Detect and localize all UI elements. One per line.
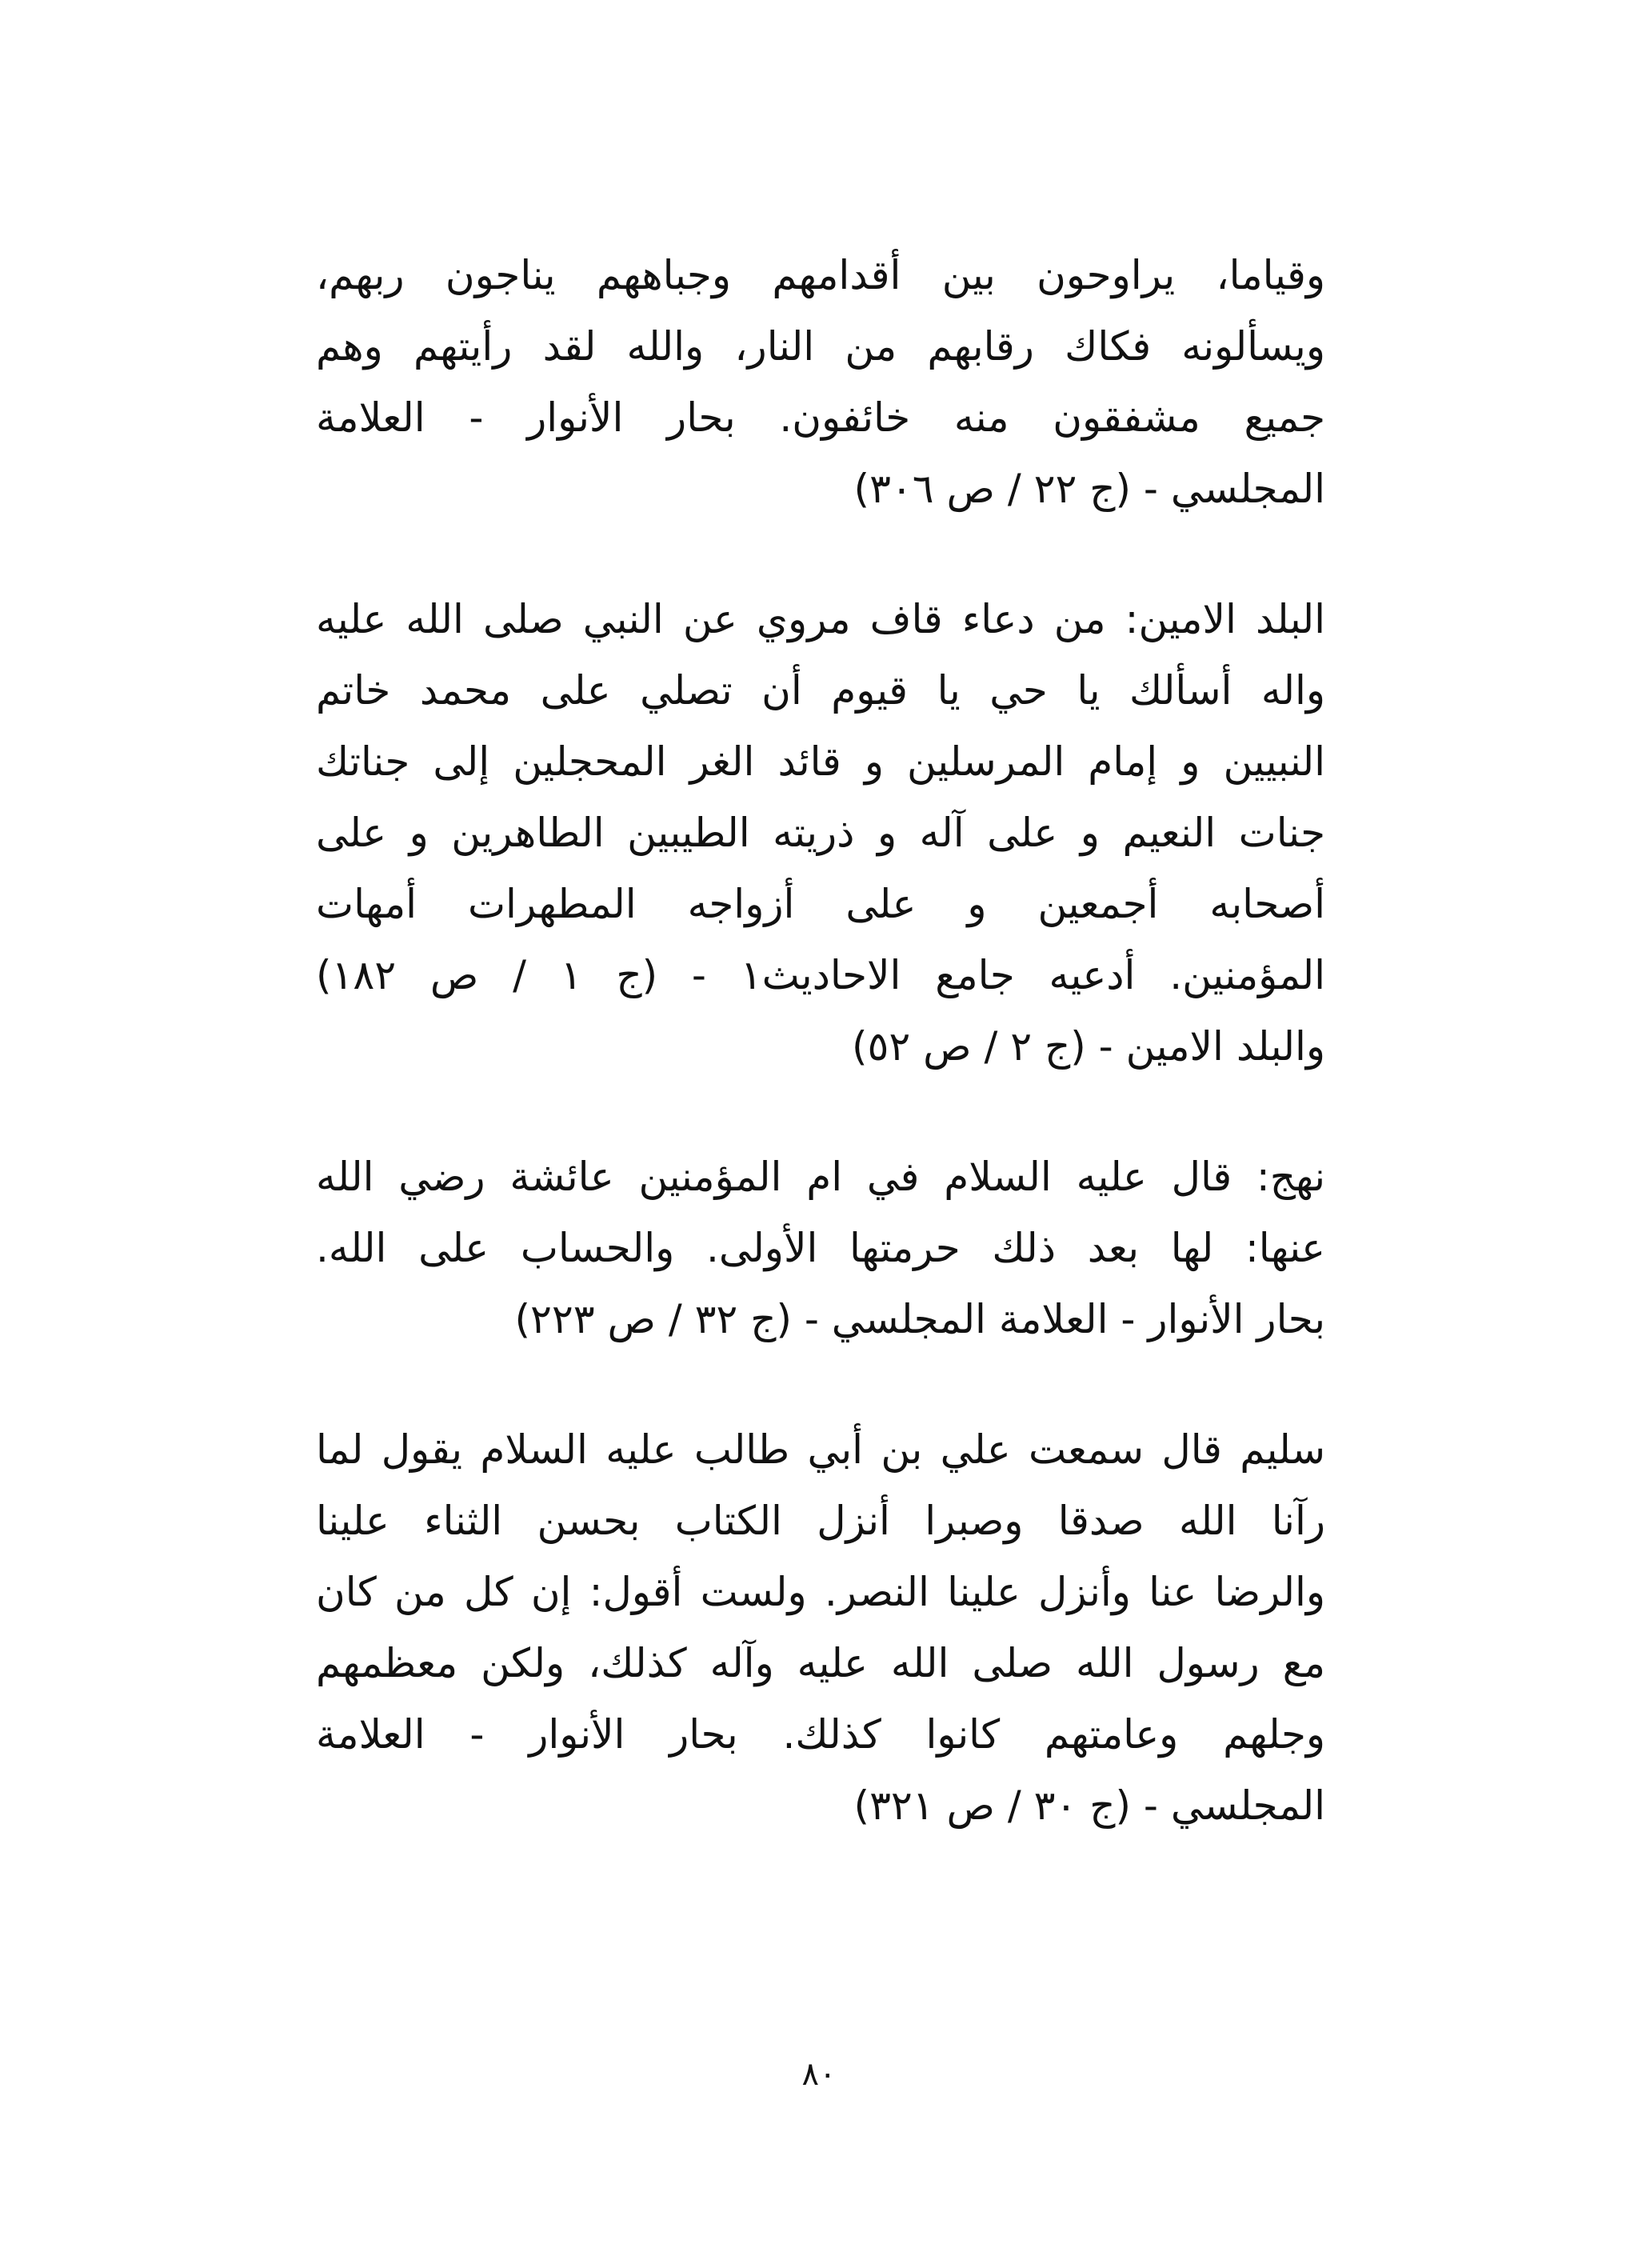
paragraph-line: وقياما، يراوحون بين أقدامهم وجباههم يناجون ربهم،	[316, 252, 1325, 298]
paragraph-line: ويسألونه فكاك رقابهم من النار، والله لقد رأيتهم وهم	[316, 323, 1325, 370]
paragraph-2	[316, 584, 1325, 1082]
paragraph-line: المؤمنين. أدعيه جامع الاحاديث١ - (ج ١ / ص ١٨٢)	[316, 952, 1325, 998]
paragraph-line: جنات النعيم و على آله و ذريته الطيبين الطاهرين و على	[316, 810, 1325, 856]
paragraph-line: واله أسألك يا حي يا قيوم أن تصلي على محمد خاتم	[316, 667, 1325, 714]
paragraph-line: عنها: لها بعد ذلك حرمتها الأولى. والحساب على الله.	[316, 1225, 1325, 1271]
paragraph-line: البلد الامين: من دعاء قاف مروي عن النبي صلى الله عليه	[316, 596, 1325, 642]
paragraph-line: مع رسول الله صلى الله عليه وآله كذلك، ولكن معظمهم	[316, 1640, 1325, 1686]
page-number: ٨٠	[801, 2056, 837, 2093]
paragraph-line: وجلهم وعامتهم كانوا كذلك. بحار الأنوار - العلامة	[316, 1711, 1325, 1758]
paragraph-line: المجلسي - (ج ٣٠ / ص ٣٢١)	[853, 1782, 1325, 1829]
paragraph-line: سليم قال سمعت علي بن أبي طالب عليه السلام يقول لما	[316, 1426, 1325, 1473]
paragraph-line: النبيين و إمام المرسلين و قائد الغر المحجلين إلى جناتك	[316, 738, 1325, 785]
paragraph-4	[316, 1414, 1325, 1842]
paragraph-line: أصحابه أجمعين و على أزواجه المطهرات أمهات	[316, 881, 1325, 927]
paragraph-line: نهج: قال عليه السلام في ام المؤمنين عائشة رضي الله	[316, 1154, 1325, 1200]
page-body	[316, 240, 1325, 1901]
paragraph-line: والرضا عنا وأنزل علينا النصر. ولست أقول: إن كل من كان	[316, 1569, 1325, 1615]
paragraph-line: والبلد الامين - (ج ٢ / ص ٥٢)	[852, 1023, 1325, 1070]
paragraph-3	[316, 1142, 1325, 1355]
paragraph-line: رآنا الله صدقا وصبرا أنزل الكتاب بحسن الثناء علينا	[316, 1498, 1325, 1544]
paragraph-line: بحار الأنوار - العلامة المجلسي - (ج ٣٢ / ص ٢٢٣)	[514, 1296, 1325, 1342]
paragraph-line: المجلسي - (ج ٢٢ / ص ٣٠٦)	[853, 466, 1325, 512]
paragraph-line: جميع مشفقون منه خائفون. بحار الأنوار - العلامة	[316, 394, 1325, 441]
paragraph-1	[316, 240, 1325, 525]
